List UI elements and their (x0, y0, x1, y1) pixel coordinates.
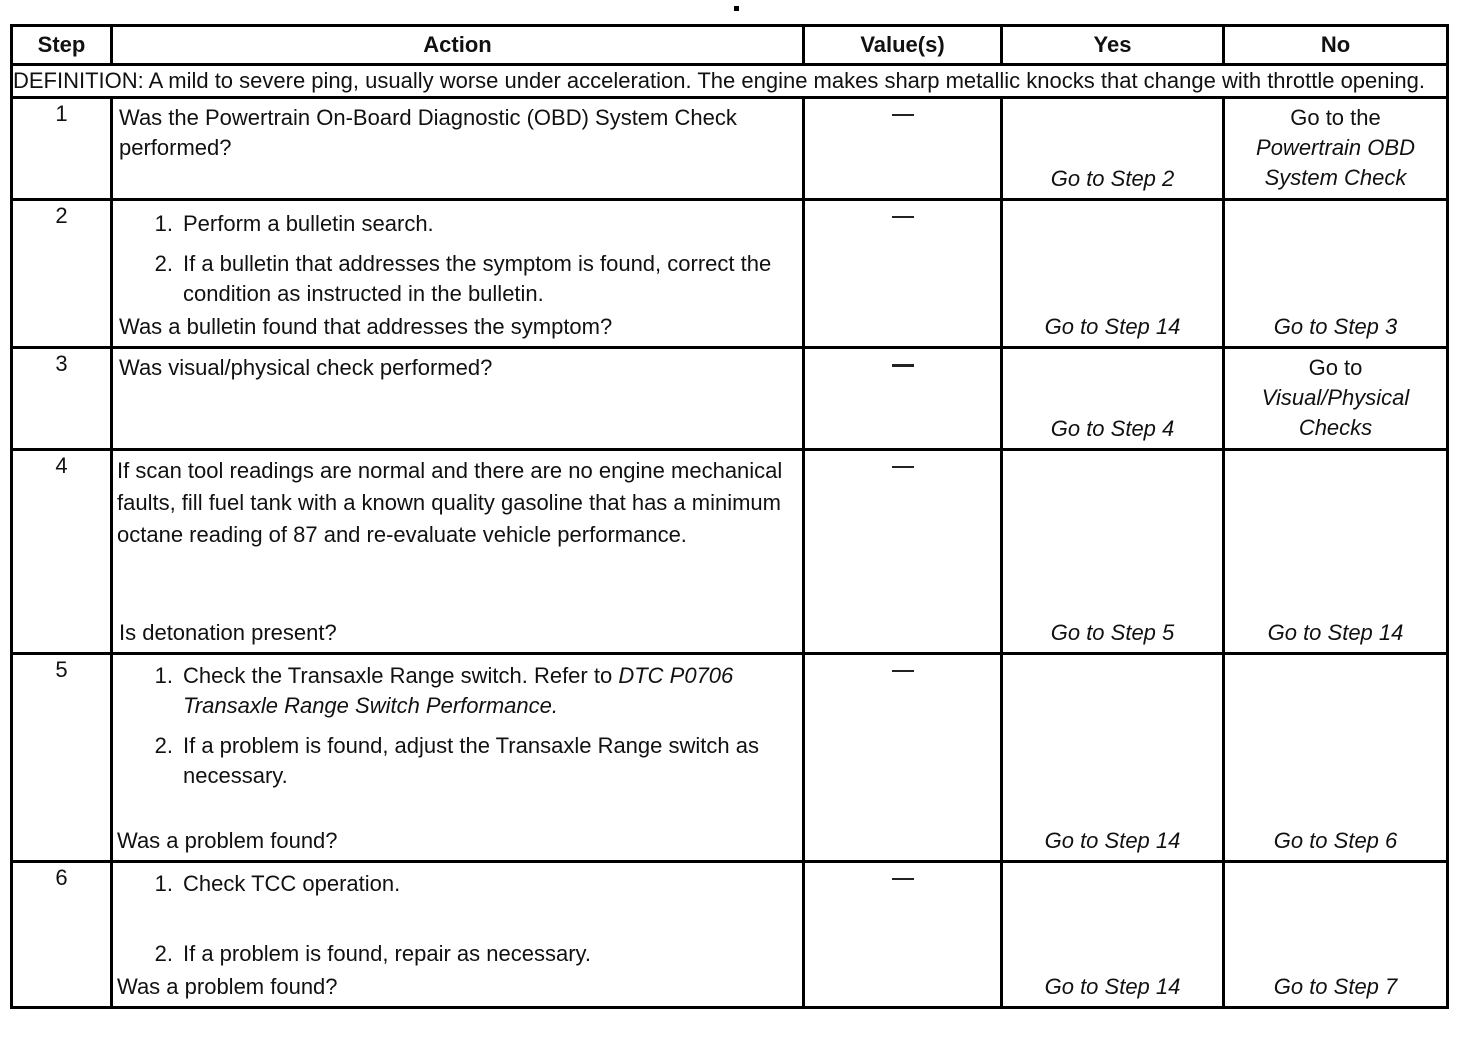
yes-cell (1002, 653, 1224, 861)
no-cell (1224, 449, 1448, 653)
value-dash (892, 466, 914, 468)
value-cell (804, 347, 1002, 449)
header-no: No (1224, 26, 1448, 65)
table-row (12, 347, 1448, 449)
value-dash (892, 364, 914, 367)
list-item (147, 731, 794, 791)
action-question: Was a bulletin found that addresses the symptom? (119, 314, 613, 339)
step-number: 1 (12, 97, 112, 199)
item-reference[interactable]: DTC P0706 Transaxle Range Switch Performance. (183, 662, 734, 718)
table-row (12, 199, 1448, 347)
header-yes: Yes (1002, 26, 1224, 65)
yes-link[interactable]: Go to Step 2 (1050, 166, 1175, 191)
step-number: 6 (12, 861, 112, 1007)
action-cell (112, 653, 804, 861)
list-item (147, 939, 794, 969)
yes-link[interactable]: Go to Step 14 (1044, 828, 1181, 853)
item-text (183, 661, 794, 721)
value-dash (892, 114, 914, 116)
table-row (12, 97, 1448, 199)
no-link[interactable] (1225, 353, 1446, 443)
item-number: 1. (154, 662, 173, 688)
no-cell (1224, 347, 1448, 449)
diagnostic-table (10, 24, 1449, 1009)
action-cell (112, 347, 804, 449)
no-link[interactable]: Go to Step 7 (1273, 974, 1398, 999)
action-instruction: If scan tool readings are normal and there are no engine mechanical faults, fill fuel tank with a known quality gasoline that has a minimum octane reading of 87 and re-evaluate vehicle performance. (117, 457, 783, 547)
no-cell (1224, 861, 1448, 1007)
yes-cell (1002, 449, 1224, 653)
action-cell (112, 97, 804, 199)
no-reference: Visual/Physical Checks (1261, 384, 1410, 440)
step-number: 3 (12, 347, 112, 449)
yes-cell (1002, 97, 1224, 199)
item-number: 2. (154, 940, 173, 966)
no-cell (1224, 653, 1448, 861)
item-text: If a problem is found, adjust the Transaxle Range switch as necessary. (183, 732, 759, 788)
action-question: Was the Powertrain On-Board Diagnostic (OBD) System Check performed? (119, 104, 737, 160)
action-cell (112, 861, 804, 1007)
no-cell (1224, 97, 1448, 199)
value-dash (892, 216, 914, 218)
definition-row (12, 65, 1448, 98)
item-number: 2. (154, 732, 173, 758)
no-prefix: Go to (1308, 354, 1363, 380)
yes-link[interactable]: Go to Step 14 (1044, 314, 1181, 339)
action-question: Is detonation present? (119, 620, 337, 645)
action-cell (112, 199, 804, 347)
item-text-prefix: Check the Transaxle Range switch. Refer to (183, 662, 619, 688)
action-question: Was a problem found? (117, 828, 338, 853)
header-step: Step (12, 26, 112, 65)
action-cell (112, 449, 804, 653)
stray-dot (734, 6, 739, 11)
value-dash (892, 878, 914, 880)
header-row (12, 26, 1448, 65)
item-number: 1. (154, 870, 173, 896)
no-prefix: Go to the (1290, 104, 1381, 130)
list-item (147, 661, 794, 721)
definition-text: DEFINITION: A mild to severe ping, usually worse under acceleration. The engine makes sharp metallic knocks that change with throttle opening. (12, 65, 1448, 98)
no-cell (1224, 199, 1448, 347)
yes-cell (1002, 199, 1224, 347)
yes-cell (1002, 347, 1224, 449)
step-number: 4 (12, 449, 112, 653)
value-cell (804, 653, 1002, 861)
list-item (147, 209, 794, 239)
no-link[interactable]: Go to Step 14 (1267, 620, 1404, 645)
value-dash (892, 670, 914, 672)
no-link[interactable]: Go to Step 6 (1273, 828, 1398, 853)
yes-link[interactable]: Go to Step 5 (1050, 620, 1175, 645)
value-cell (804, 449, 1002, 653)
action-question: Was a problem found? (117, 974, 338, 999)
list-item (147, 249, 794, 309)
table-row (12, 449, 1448, 653)
value-cell (804, 861, 1002, 1007)
no-reference: Powertrain OBD System Check (1256, 134, 1415, 190)
item-text: If a bulletin that addresses the symptom is found, correct the condition as instructed in the bulletin. (183, 250, 772, 306)
step-number: 5 (12, 653, 112, 861)
step-number: 2 (12, 199, 112, 347)
action-question: Was visual/physical check performed? (119, 354, 493, 380)
table-row (12, 861, 1448, 1007)
yes-cell (1002, 861, 1224, 1007)
header-action: Action (112, 26, 804, 65)
no-link[interactable]: Go to Step 3 (1273, 314, 1398, 339)
item-text: If a problem is found, repair as necessary. (183, 940, 592, 966)
item-text: Check TCC operation. (183, 870, 401, 896)
item-number: 1. (154, 210, 173, 236)
table-row (12, 653, 1448, 861)
list-item (147, 869, 794, 899)
value-cell (804, 97, 1002, 199)
yes-link[interactable]: Go to Step 4 (1050, 416, 1175, 441)
item-text: Perform a bulletin search. (183, 210, 434, 236)
item-number: 2. (154, 250, 173, 276)
no-link[interactable] (1225, 103, 1446, 193)
value-cell (804, 199, 1002, 347)
header-values: Value(s) (804, 26, 1002, 65)
yes-link[interactable]: Go to Step 14 (1044, 974, 1181, 999)
